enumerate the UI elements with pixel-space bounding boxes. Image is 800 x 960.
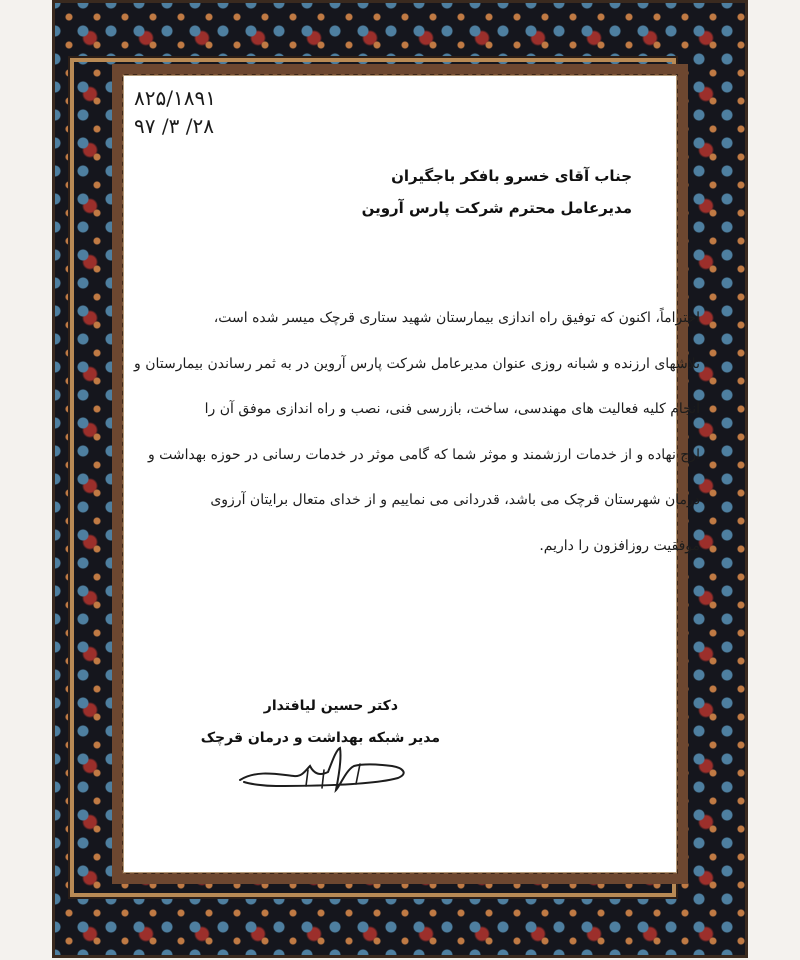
recipient-title: مدیرعامل محترم شرکت پارس آروین	[361, 199, 632, 217]
reference-block	[134, 84, 216, 140]
body-line: موفقیت روزافزون را داریم.	[539, 537, 700, 554]
reference-number: ۸۲۵/۱۸۹۱	[134, 86, 216, 110]
body-line: انجام کلیه فعالیت های مهندسی، ساخت، بازرسی فنی، نصب و راه اندازی موفق آن را	[204, 401, 700, 417]
body-line: تلاشهای ارزنده و شبانه روزی عنوان مدیرعامل شرکت پارس آروین در به ثمر رساندن بیمارستان و	[134, 355, 700, 372]
signatory-title: مدیر شبکه بهداشت و درمان قرچک	[200, 730, 440, 746]
letter-date: ۲۸/ ۳/ ۹۷	[134, 114, 214, 138]
handwritten-signature	[236, 740, 412, 800]
body-line: ارج نهاده و از خدمات ارزشمند و موثر شما که گامی موثر در خدمات رسانی در حوزه بهداشت و	[147, 446, 700, 463]
recipient-block	[362, 160, 632, 224]
recipient-name: جناب آقای خسرو بافکر باجگیران	[391, 167, 632, 185]
signatory-name: دکتر حسین لیافتدار	[263, 698, 398, 714]
body-line: احتراماً، اکنون که توفیق راه اندازی بیمارستان شهید ستاری قرچک میسر شده است،	[213, 310, 700, 326]
body-line: درمان شهرستان قرچک می باشد، قدردانی می نماییم و از خدای متعال برایتان آرزوی	[210, 492, 700, 508]
letter-body	[134, 296, 700, 569]
